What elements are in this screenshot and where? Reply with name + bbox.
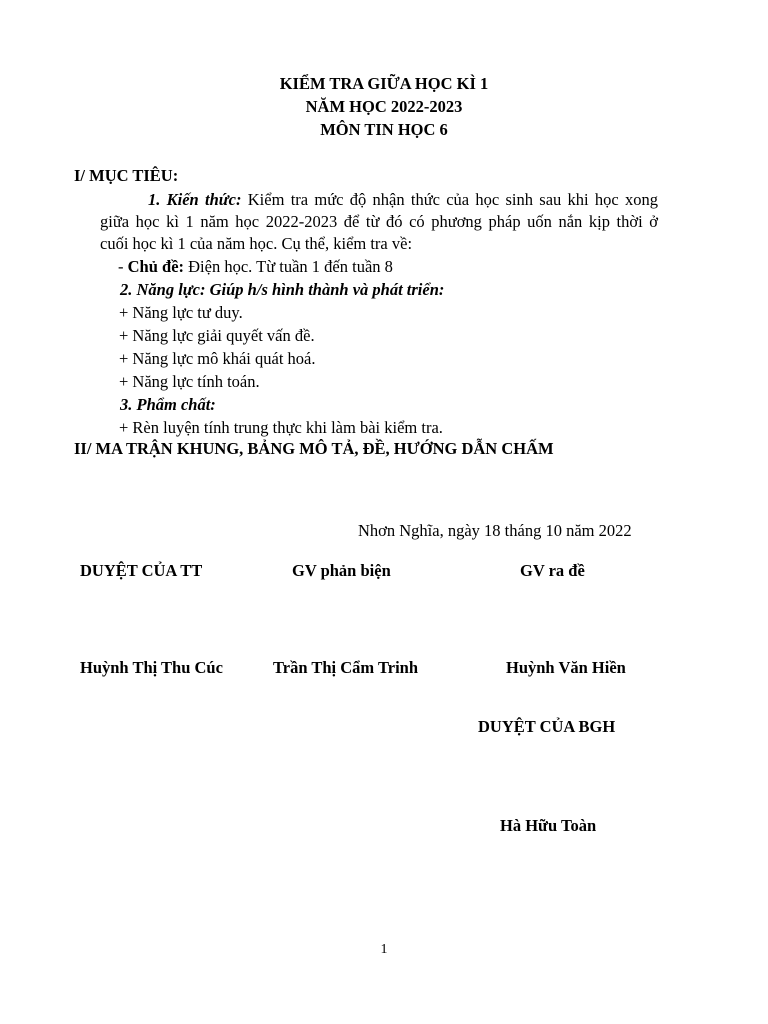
- knowledge-paragraph-line-3: cuối học kì 1 của năm học. Cụ thể, kiểm tra về:: [100, 234, 413, 253]
- knowledge-label: 1. Kiến thức:: [148, 190, 242, 209]
- signature-title-bgh: DUYỆT CỦA BGH: [478, 717, 616, 736]
- competency-heading: 2. Năng lực: Giúp h/s hình thành và phát triển:: [120, 280, 445, 299]
- place-date: Nhơn Nghĩa, ngày 18 tháng 10 năm 2022: [358, 521, 632, 540]
- section-2-heading: II/ MA TRẬN KHUNG, BẢNG MÔ TẢ, ĐỀ, HƯỚNG DẪN CHẤM: [74, 439, 554, 458]
- title-line-2: NĂM HỌC 2022-2023: [305, 97, 463, 116]
- competency-item: + Năng lực mô khái quát hoá.: [119, 349, 316, 368]
- knowledge-text-part-1: Kiểm tra mức độ nhận thức của học sinh sau khi học xong: [241, 190, 658, 209]
- page-number: 1: [380, 942, 388, 957]
- competency-item: + Năng lực tính toán.: [119, 372, 260, 391]
- signature-title-author: GV ra đề: [520, 561, 585, 580]
- signature-title-tt: DUYỆT CỦA TT: [80, 561, 203, 580]
- topic-prefix: -: [118, 257, 128, 276]
- topic-line: [118, 256, 393, 278]
- knowledge-paragraph-line-1: [148, 189, 658, 211]
- quality-item: + Rèn luyện tính trung thực khi làm bài kiểm tra.: [119, 418, 443, 437]
- competency-item: + Năng lực giải quyết vấn đề.: [119, 326, 315, 345]
- topic-label: Chủ đề:: [127, 257, 185, 276]
- topic-text: Điện học. Từ tuần 1 đến tuần 8: [184, 257, 393, 276]
- title-line-3: MÔN TIN HỌC 6: [320, 120, 448, 139]
- signature-name-reviewer: Trần Thị Cẩm Trinh: [273, 658, 419, 677]
- section-1-heading: I/ MỤC TIÊU:: [74, 166, 179, 185]
- quality-heading: 3. Phẩm chất:: [120, 395, 216, 414]
- signature-title-reviewer: GV phản biện: [292, 561, 391, 580]
- knowledge-paragraph-line-2: giữa học kì 1 năm học 2022-2023 để từ đó có phương pháp uốn nắn kịp thời ở: [100, 212, 658, 231]
- competency-item: + Năng lực tư duy.: [119, 303, 243, 322]
- signature-name-author: Huỳnh Văn Hiền: [506, 658, 626, 677]
- signature-name-bgh: Hà Hữu Toàn: [500, 816, 597, 835]
- title-line-1: KIỂM TRA GIỮA HỌC KÌ 1: [279, 74, 489, 93]
- signature-name-tt: Huỳnh Thị Thu Cúc: [80, 658, 223, 677]
